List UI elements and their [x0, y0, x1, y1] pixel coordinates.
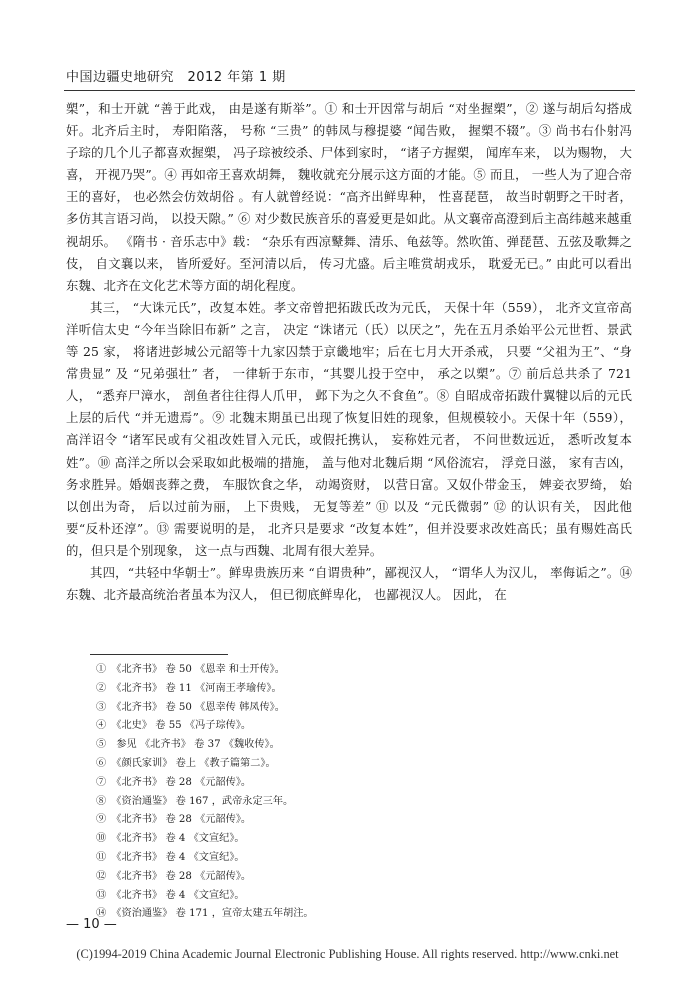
footnote: ⑭ 《资治通鉴》 卷 171 ，宣帝太建五年胡注。	[96, 908, 314, 920]
header-rule	[64, 90, 635, 91]
copyright-notice: (C)1994-2019 China Academic Journal Electronic Publishing House. All rights reserved. http://www.cnki.net	[76, 947, 619, 961]
footnote: ① 《北齐书》 卷 50 《恩幸 和士开传》。	[96, 664, 285, 675]
body-paragraph: 其三， “大诛元氏”，改复本姓。孝文帝曾把拓跋氏改为元氏， 天保十年（559）， 北齐文宣帝高洋听信太史 “今年当除旧布新” 之言， 决定 “诛诸元（氏）以厌之”，先在五月杀始平公元世哲、景武等 25 家， 将诸进彭城公元韶等十九家囚禁于京畿地牢；后在七月大开杀戒， 只要 “父祖为王”、“身常贵显” 及 “兄弟强壮” 者， 一律斩于东市，“其婴儿投于空中， 承之以槊”。⑦ 前后总共杀了 721 人， “悉弃尸漳水， 剖鱼者往往得人爪甲， 邺下为之久不食鱼”。⑧ 自昭成帝拓跋什翼犍以后的元氏上层的后代 “并无遗焉”。⑨ 北魏末期虽已出现了恢复旧姓的现象，但规模较小。天保十年（559）， 高洋诏令 “诸军民或有父祖改姓冒入元氏，或假托携认， 妄称姓元者， 不问世数远近， 悉听改复本姓”。⑩ 高洋之所以会采取如此极端的措施， 盖与他对北魏后期 “风俗流宕， 浮竞日滋， 家有吉凶， 务求胜异。婚姻丧葬之费， 车服饮食之华， 动竭资财， 以营日富。又奴仆带金玉， 婢妾衣罗绮， 始以创出为奇， 后以过前为丽， 上下贵贱， 无复等差” ⑪ 以及 “元氏微弱” ⑫ 的认识有关， 因此他要“反朴还淳”。⑬ 需要说明的是， 北齐只是要求 “改复本姓”，但并没要求改姓高氏；虽有赐姓高氏的，但只是个别现象， 这一点与西魏、北周有很大差异。	[66, 299, 632, 558]
article-body	[66, 98, 632, 606]
footnote: ④ 《北史》 卷 55 《冯子琮传》。	[96, 720, 252, 732]
footnote: ⑬ 《北齐书》 卷 4 《文宣纪》。	[96, 889, 245, 901]
page-number: — 10 —	[66, 917, 117, 932]
footnote: ⑥ 《颜氏家训》 卷上 《教子篇第二》。	[96, 757, 276, 769]
footnote: ⑤ 参见 《北齐书》 卷 37 《魏收传》。	[96, 739, 280, 751]
footnote: ⑧ 《资治通鉴》 卷 167 ，武帝永定三年。	[96, 795, 294, 807]
footnote: ⑩ 《北齐书》 卷 4 《文宣纪》。	[96, 833, 245, 845]
running-header: 中国边疆史地研究 2012 年第 1 期	[66, 70, 286, 85]
footnotes	[96, 661, 314, 924]
footnote: ⑫ 《北齐书》 卷 28 《元韶传》。	[96, 870, 252, 882]
footnote: ⑨ 《北齐书》 卷 28 《元韶传》。	[96, 814, 252, 826]
body-paragraph: 其四，“共轻中华朝士”。鲜卑贵族历来 “自谓贵种”，鄙视汉人， “谓华人为汉儿， 率侮诟之”。⑭ 东魏、北齐最高统治者虽本为汉人， 但已彻底鲜卑化， 也鄙视汉人。 因此， 在	[66, 564, 632, 603]
footnote: ② 《北齐书》 卷 11 《河南王孝瑜传》。	[96, 682, 282, 694]
footnote: ⑦ 《北齐书》 卷 28 《元韶传》。	[96, 776, 252, 788]
footnote: ⑪ 《北齐书》 卷 4 《文宣纪》。	[96, 851, 245, 863]
body-paragraph: 槊”，和士开就 “善于此戏， 由是遂有斯举”。① 和士开因常与胡后 “对坐握槊”，② 遂与胡后勾搭成奸。北齐后主时， 寿阳陷落， 号称 “三贵” 的韩凤与穆提婆 “闻告败， 握槊不辍”。③ 尚书右仆射冯子琮的几个儿子都喜欢握槊， 冯子琮被绞杀、尸体到家时， “诸子方握槊， 闻库车来， 以为赐物， 大喜， 开视乃哭”。④ 再如帝王喜欢胡舞， 魏收就充分展示这方面的才能。⑤ 而且， 一些人为了迎合帝王的喜好， 也必然会仿效胡俗 。有人就曾经说：“高齐出鲜卑种， 性喜琵琶， 故当时朝野之干时者， 多仿其言语习尚， 以投天隙。” ⑥ 对少数民族音乐的喜爱更是如此。从文襄帝高澄到后主高纬越来越重视胡乐。 《隋书 · 音乐志中》载： “杂乐有西凉鼙舞、清乐、龟兹等。然吹笛、弹琵琶、五弦及歌舞之伎， 自文襄以来， 皆所爱好。至河清以后， 传习尤盛。后主唯赏胡戎乐， 耽爱无已。” 由此可以看出东魏、北齐在文化艺术等方面的胡化程度。	[66, 101, 632, 293]
footnote-rule	[90, 654, 228, 655]
footnote: ③ 《北齐书》 卷 50 《恩幸传 韩凤传》。	[96, 701, 285, 713]
